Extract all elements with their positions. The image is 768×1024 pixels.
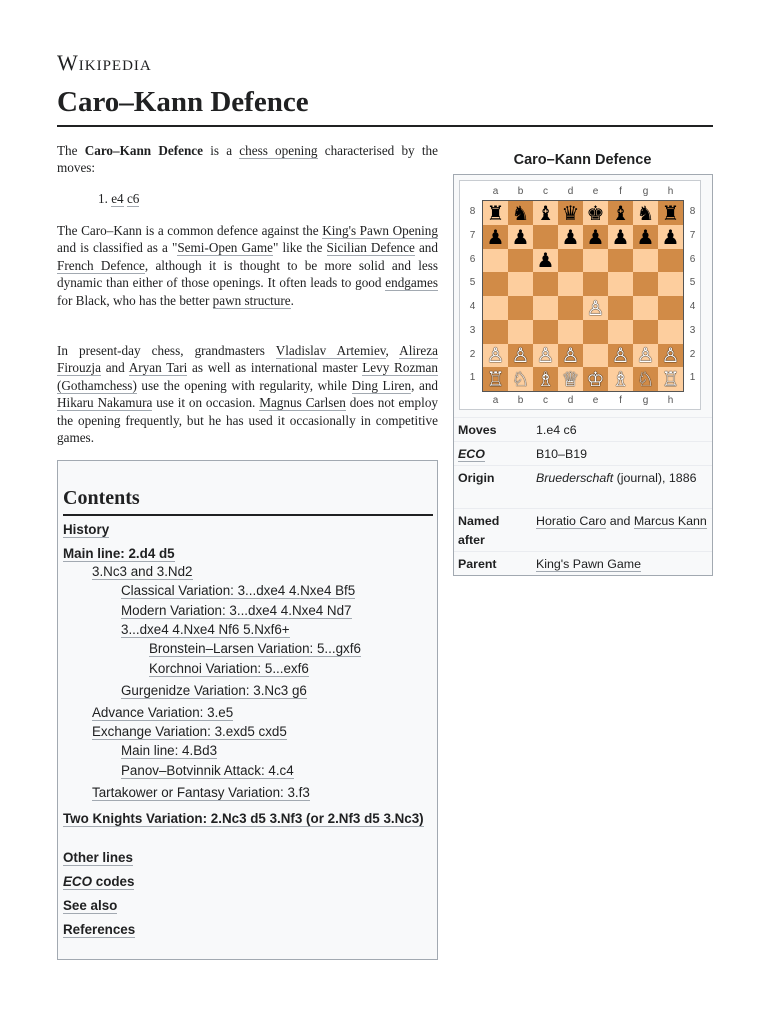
- toc-item-bronstein-larsen[interactable]: Bronstein–Larsen Variation: 5...gxf6: [149, 641, 361, 656]
- link-aryan-tari[interactable]: Aryan Tari: [128, 360, 188, 376]
- intro-text: The: [57, 143, 85, 158]
- square-e8: [583, 201, 608, 225]
- text: and: [414, 240, 438, 256]
- square-g5: [633, 272, 658, 296]
- link-french-defence[interactable]: French Defence: [57, 257, 145, 273]
- named-after-label: Named after: [458, 514, 500, 547]
- white-pawn-icon: ♙: [536, 343, 555, 368]
- file-label-d-top: d: [567, 186, 574, 197]
- file-label-c-top: c: [543, 186, 548, 197]
- square-e5: [583, 272, 608, 296]
- square-e2: [583, 344, 608, 368]
- link-chess-opening[interactable]: chess opening: [239, 143, 318, 158]
- toc-item-history[interactable]: History: [63, 522, 110, 537]
- square-f4: [608, 296, 633, 320]
- link-horatio-caro[interactable]: Horatio Caro: [536, 514, 607, 528]
- rank-label-2-left: 2: [469, 348, 476, 360]
- square-b3: [508, 320, 533, 344]
- white-bishop-icon: ♗: [611, 367, 630, 392]
- black-pawn-icon: ♟: [486, 224, 505, 249]
- link-semi-open-game[interactable]: Semi-Open Game: [177, 240, 273, 256]
- square-d6: [558, 249, 583, 273]
- chessboard: [482, 200, 684, 392]
- toc-item-two-knights[interactable]: Two Knights Variation: 2.Nc3 d5 3.Nf3 (or 2.Nf3 d5 3.Nc3): [63, 811, 424, 826]
- black-king-icon: ♚: [586, 200, 605, 225]
- white-rook-icon: ♖: [661, 367, 680, 392]
- link-endgames[interactable]: endgames: [385, 275, 438, 291]
- rank-label-4-left: 4: [469, 301, 476, 312]
- title-divider: [57, 125, 713, 127]
- white-pawn-icon: ♙: [611, 343, 630, 368]
- square-e3: [583, 320, 608, 344]
- rank-label-7-left: 7: [469, 229, 476, 241]
- toc-item-advance[interactable]: Advance Variation: 3.e5: [92, 705, 234, 720]
- infobox-row-named-after: [454, 508, 712, 551]
- toc-item-modern[interactable]: Modern Variation: 3...dxe4 4.Nxe4 Nd7: [121, 603, 352, 618]
- text: .: [290, 292, 294, 308]
- square-h3: [658, 320, 683, 344]
- white-bishop-icon: ♗: [536, 367, 555, 392]
- rank-label-7-right: 7: [689, 229, 696, 241]
- black-pawn-icon: ♟: [661, 224, 680, 249]
- link-kings-pawn-opening[interactable]: King's Pawn Opening: [322, 223, 438, 238]
- white-pawn-icon: ♙: [511, 343, 530, 368]
- link-marcus-kann[interactable]: Marcus Kann: [633, 514, 707, 528]
- square-d5: [558, 272, 583, 296]
- file-label-f-bottom: f: [619, 395, 622, 406]
- square-g4: [633, 296, 658, 320]
- named-after-value: Horatio Caro and Marcus Kann: [536, 514, 707, 528]
- link-alireza-firouzja[interactable]: Alireza Firouzja: [57, 343, 438, 376]
- file-label-b-bottom: b: [517, 395, 524, 406]
- link-sicilian-defence[interactable]: Sicilian Defence: [326, 240, 415, 256]
- square-c6: [533, 249, 558, 273]
- link-ding-liren[interactable]: Ding Liren: [351, 377, 412, 393]
- intro-paragraph: [57, 142, 438, 177]
- square-f3: [608, 320, 633, 344]
- square-g7: [633, 225, 658, 249]
- black-bishop-icon: ♝: [611, 200, 630, 225]
- text: as well as international master: [187, 360, 363, 376]
- toc-item-panov-botvinnik[interactable]: Panov–Botvinnik Attack: 4.c4: [121, 763, 294, 778]
- square-c5: [533, 272, 558, 296]
- square-b5: [508, 272, 533, 296]
- square-b7: [508, 225, 533, 249]
- file-label-a-top: a: [492, 186, 499, 197]
- toc-item-tartakower[interactable]: Tartakower or Fantasy Variation: 3.f3: [92, 785, 310, 800]
- toc-item-korchnoi[interactable]: Korchnoi Variation: 5...exf6: [149, 661, 309, 676]
- square-a8: [483, 201, 508, 225]
- wikipedia-wordmark[interactable]: Wikipedia: [57, 50, 152, 75]
- toc-item-nf6-nxf6[interactable]: 3...dxe4 4.Nxe4 Nf6 5.Nxf6+: [121, 622, 290, 637]
- file-label-d-bottom: d: [567, 395, 574, 406]
- link-magnus-carlsen[interactable]: Magnus Carlsen: [259, 395, 346, 411]
- text: ,: [385, 343, 400, 358]
- white-knight-icon: ♘: [636, 367, 655, 392]
- text: The Caro–Kann is a common defence against the: [57, 223, 323, 238]
- toc-item-main-line[interactable]: Main line: 2.d4 d5: [63, 546, 175, 561]
- rank-label-6-right: 6: [689, 253, 696, 265]
- black-pawn-icon: ♟: [511, 224, 530, 249]
- intro-bold-term: Caro–Kann Defence: [84, 143, 204, 158]
- square-f5: [608, 272, 633, 296]
- parent-value[interactable]: [536, 555, 708, 574]
- square-c8: [533, 201, 558, 225]
- square-e6: [583, 249, 608, 273]
- link-vladislav-artemiev[interactable]: Vladislav Artemiev: [275, 343, 386, 358]
- toc-item-references[interactable]: References: [63, 922, 136, 937]
- square-f8: [608, 201, 633, 225]
- square-c4: [533, 296, 558, 320]
- black-knight-icon: ♞: [511, 200, 530, 225]
- white-rook-icon: ♖: [486, 367, 505, 392]
- toc-item-other-lines[interactable]: Other lines: [63, 850, 133, 865]
- moves-line: [98, 191, 139, 207]
- paragraph-players: [57, 342, 438, 446]
- file-label-b-top: b: [517, 186, 524, 197]
- square-a1: [483, 367, 508, 391]
- text: , although it is thought to be more solid and less dynamic than either of those openings. It often leads to good: [57, 257, 438, 291]
- square-b6: [508, 249, 533, 273]
- square-h7: [658, 225, 683, 249]
- intro-text: characterised by the moves:: [57, 143, 438, 176]
- parent-label: Parent: [458, 557, 497, 571]
- link-levy-rozman[interactable]: Levy Rozman (Gothamchess): [57, 360, 439, 393]
- white-pawn-icon: ♙: [486, 343, 505, 368]
- text: use it on occasion.: [152, 395, 260, 411]
- toc-title: Contents: [63, 487, 140, 509]
- square-f6: [608, 249, 633, 273]
- toc-item-see-also[interactable]: See also: [63, 898, 118, 913]
- rank-label-6-left: 6: [469, 253, 476, 265]
- square-a2: [483, 344, 508, 368]
- square-g2: [633, 344, 658, 368]
- square-d3: [558, 320, 583, 344]
- square-a3: [483, 320, 508, 344]
- white-king-icon: ♔: [586, 367, 605, 392]
- square-g3: [633, 320, 658, 344]
- text: , and: [411, 377, 439, 393]
- square-b8: [508, 201, 533, 225]
- square-a5: [483, 272, 508, 296]
- square-c2: [533, 344, 558, 368]
- eco-label[interactable]: ECO: [458, 447, 485, 461]
- square-e1: [583, 367, 608, 391]
- square-d2: [558, 344, 583, 368]
- square-d4: [558, 296, 583, 320]
- black-queen-icon: ♛: [561, 200, 580, 225]
- file-label-g-bottom: g: [642, 395, 649, 406]
- square-a7: [483, 225, 508, 249]
- page-title: Caro–Kann Defence: [57, 86, 309, 118]
- rank-label-5-left: 5: [469, 277, 476, 289]
- white-pawn-icon: ♙: [636, 343, 655, 368]
- toc-item-nc3-nd2[interactable]: 3.Nc3 and 3.Nd2: [92, 564, 193, 579]
- rank-label-8-left: 8: [469, 206, 476, 217]
- text: In present-day chess, grandmasters: [57, 343, 276, 358]
- rank-label-8-right: 8: [689, 206, 696, 217]
- white-pawn-icon: ♙: [661, 343, 680, 368]
- black-pawn-icon: ♟: [611, 224, 630, 249]
- table-of-contents: [57, 460, 438, 960]
- white-queen-icon: ♕: [561, 367, 580, 392]
- file-label-a-bottom: a: [492, 395, 499, 406]
- text: and: [100, 360, 129, 376]
- rank-label-1-right: 1: [689, 372, 696, 384]
- black-pawn-icon: ♟: [536, 248, 555, 273]
- infobox-row-eco: [454, 441, 712, 465]
- square-c3: [533, 320, 558, 344]
- move-link-e4[interactable]: e4: [111, 191, 124, 206]
- link-pawn-structure[interactable]: pawn structure: [212, 292, 291, 308]
- black-rook-icon: ♜: [661, 200, 680, 225]
- toc-item-gurgenidze[interactable]: Gurgenidze Variation: 3.Nc3 g6: [121, 683, 307, 698]
- file-label-f-top: f: [619, 186, 622, 197]
- square-b2: [508, 344, 533, 368]
- square-g6: [633, 249, 658, 273]
- move-number: 1.: [98, 191, 112, 206]
- black-rook-icon: ♜: [486, 200, 505, 225]
- origin-value: Bruederschaft (journal), 1886: [536, 471, 697, 485]
- text: " like the: [272, 240, 327, 256]
- infobox-title: Caro–Kann Defence: [513, 152, 652, 168]
- toc-item-exchange[interactable]: Exchange Variation: 3.exd5 cxd5: [92, 724, 287, 739]
- paragraph-classification: [57, 222, 438, 309]
- rank-label-3-right: 3: [689, 324, 696, 336]
- intro-text: is a: [203, 143, 240, 158]
- square-d8: [558, 201, 583, 225]
- square-a4: [483, 296, 508, 320]
- square-g8: [633, 201, 658, 225]
- square-d1: [558, 367, 583, 391]
- square-h8: [658, 201, 683, 225]
- square-b4: [508, 296, 533, 320]
- square-b1: [508, 367, 533, 391]
- file-label-g-top: g: [642, 186, 649, 197]
- rank-label-2-right: 2: [689, 348, 696, 360]
- eco-value: B10–B19: [536, 447, 587, 461]
- toc-item-classical[interactable]: Classical Variation: 3...dxe4 4.Nxe4 Bf5: [121, 583, 356, 598]
- square-h4: [658, 296, 683, 320]
- text: does not employ the opening frequently, but he has used it occasionally in competitive games.: [57, 395, 439, 446]
- text: for Black, who has the better: [57, 292, 213, 308]
- black-knight-icon: ♞: [636, 200, 655, 225]
- move-link-c6[interactable]: c6: [126, 191, 140, 206]
- square-f1: [608, 367, 633, 391]
- link-hikaru-nakamura[interactable]: Hikaru Nakamura: [57, 395, 153, 411]
- black-pawn-icon: ♟: [636, 224, 655, 249]
- square-c7: [533, 225, 558, 249]
- file-label-c-bottom: c: [543, 395, 548, 406]
- file-label-e-bottom: e: [592, 395, 599, 406]
- white-pawn-icon: ♙: [561, 343, 580, 368]
- square-h5: [658, 272, 683, 296]
- text: use the opening with regularity, while: [136, 377, 352, 393]
- white-knight-icon: ♘: [511, 367, 530, 392]
- text: and is classified as a ": [57, 240, 178, 256]
- square-a6: [483, 249, 508, 273]
- square-h6: [658, 249, 683, 273]
- file-label-e-top: e: [592, 186, 599, 197]
- infobox-row-moves: [454, 417, 712, 441]
- link-kings-pawn-game: King's Pawn Game: [536, 557, 641, 571]
- black-pawn-icon: ♟: [586, 224, 605, 249]
- rank-label-3-left: 3: [469, 324, 476, 336]
- file-label-h-top: h: [667, 186, 674, 197]
- toc-item-exchange-main-line[interactable]: Main line: 4.Bd3: [121, 743, 218, 758]
- black-bishop-icon: ♝: [536, 200, 555, 225]
- square-e7: [583, 225, 608, 249]
- rank-label-4-right: 4: [689, 301, 696, 312]
- white-pawn-icon: ♙: [586, 295, 605, 320]
- square-e4: [583, 296, 608, 320]
- toc-divider: [63, 514, 433, 516]
- square-f7: [608, 225, 633, 249]
- square-g1: [633, 367, 658, 391]
- square-h1: [658, 367, 683, 391]
- moves-label: Moves: [458, 423, 497, 437]
- infobox-row-origin: [454, 465, 712, 508]
- square-d7: [558, 225, 583, 249]
- rank-label-5-right: 5: [689, 277, 696, 289]
- origin-label: Origin: [458, 471, 495, 485]
- square-h2: [658, 344, 683, 368]
- square-c1: [533, 367, 558, 391]
- toc-item-eco-codes[interactable]: ECO codes: [63, 874, 135, 889]
- moves-value: 1.e4 c6: [536, 423, 577, 437]
- black-pawn-icon: ♟: [561, 224, 580, 249]
- rank-label-1-left: 1: [469, 372, 476, 384]
- file-label-h-bottom: h: [667, 395, 674, 406]
- infobox-row-parent: [454, 551, 712, 575]
- square-f2: [608, 344, 633, 368]
